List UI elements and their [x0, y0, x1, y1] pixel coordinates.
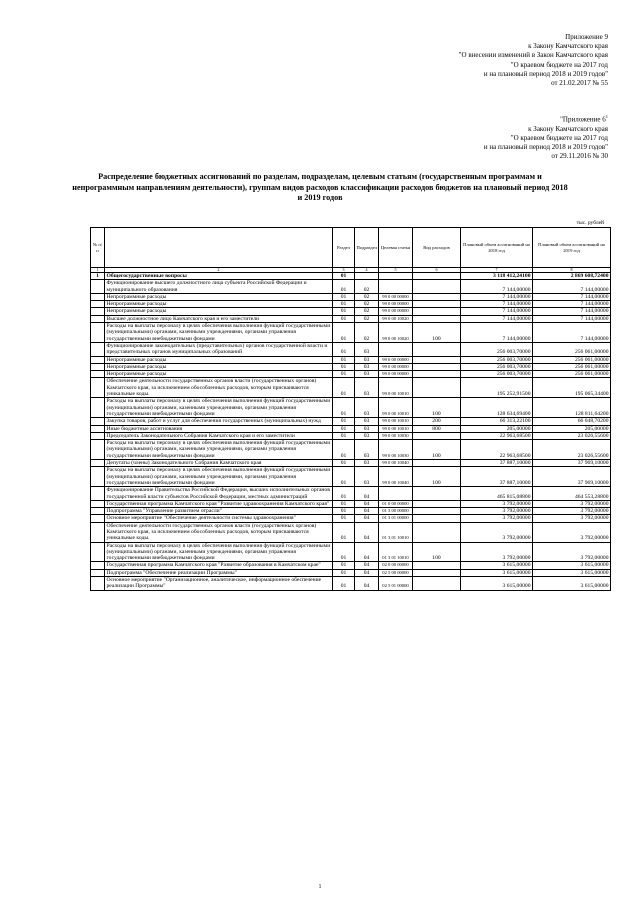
cell-expense-type — [413, 356, 461, 363]
cell-razdel: 01 — [333, 577, 355, 591]
cell-name: Обеспечение деятельности государственных органов власти (государственных органов) Камчатского края, за исключением обособленных расходов, которым присваиваются уникальные коды. — [105, 378, 333, 398]
table-row — [91, 487, 611, 501]
cell-target-article: 01 3 01 00000 — [379, 515, 413, 522]
cell-number — [91, 398, 105, 418]
cell-expense-type — [413, 371, 461, 378]
cell-podrazdel: 03 — [355, 440, 379, 460]
cell-razdel: 01 — [333, 542, 355, 562]
column-index: 4 — [355, 268, 379, 273]
table-row — [91, 342, 611, 356]
cell-number — [91, 293, 105, 300]
column-header: Раздел — [333, 228, 355, 268]
cell-target-article: 99 0 00 10010 — [379, 398, 413, 418]
cell-number — [91, 363, 105, 370]
cell-amount-2018: 205,00000 — [461, 425, 533, 432]
header-line: к Закону Камчатского края — [528, 124, 608, 133]
cell-amount-2018: 256 003,70000 — [461, 363, 533, 370]
unit-label: тыс. рублей — [576, 220, 604, 226]
table-row — [91, 280, 611, 294]
budget-table — [90, 227, 611, 591]
cell-podrazdel: 02 — [355, 308, 379, 315]
cell-expense-type — [413, 562, 461, 569]
cell-name: Расходы на выплаты персоналу в целях обеспечения выполнения функций государственными (муниципальными) органами, казенными учреждениями, органами управления государственными внебюджетными фондами — [105, 467, 333, 487]
cell-razdel: 01 — [333, 378, 355, 398]
cell-number — [91, 467, 105, 487]
cell-podrazdel: 03 — [355, 467, 379, 487]
cell-name: Государственная программа Камчатского края "Развитие образования в Камчатском крае" — [105, 562, 333, 569]
cell-amount-2019: 3 615,00000 — [533, 569, 611, 576]
table-row — [91, 515, 611, 522]
table-row — [91, 356, 611, 363]
cell-number — [91, 432, 105, 439]
cell-number — [91, 542, 105, 562]
cell-podrazdel: 02 — [355, 315, 379, 322]
cell-razdel: 01 — [333, 487, 355, 501]
cell-expense-type — [413, 522, 461, 542]
cell-target-article: 99 0 00 00000 — [379, 363, 413, 370]
cell-name: Закупка товаров, работ и услуг для обеспечения государственных (муниципальных) нужд — [105, 418, 333, 425]
cell-target-article — [379, 342, 413, 356]
cell-name: Функционирование высшего должностного лица субъекта Российской Федерации и муниципального образования — [105, 280, 333, 294]
cell-razdel: 01 — [333, 522, 355, 542]
cell-amount-2019: 7 144,00000 — [533, 293, 611, 300]
cell-target-article: 99 0 00 10030 — [379, 440, 413, 460]
cell-razdel: 01 — [333, 308, 355, 315]
table-row — [91, 577, 611, 591]
table-row — [91, 301, 611, 308]
cell-amount-2019: 3 792,00000 — [533, 542, 611, 562]
column-header: № п/п — [91, 228, 105, 268]
table-row — [91, 418, 611, 425]
cell-number — [91, 308, 105, 315]
cell-target-article: 02 5 01 00000 — [379, 577, 413, 591]
cell-expense-type — [413, 432, 461, 439]
cell-razdel: 01 — [333, 500, 355, 507]
cell-target-article: 99 0 00 10020 — [379, 315, 413, 322]
cell-razdel: 01 — [333, 301, 355, 308]
cell-podrazdel: 03 — [355, 418, 379, 425]
cell-razdel: 01 — [333, 273, 355, 280]
cell-expense-type — [413, 508, 461, 515]
cell-podrazdel: 04 — [355, 522, 379, 542]
table-row — [91, 542, 611, 562]
cell-name: Функционирование законодательных (представительных) органов государственной власти и представительных органов муниципальных образований — [105, 342, 333, 356]
table-row — [91, 378, 611, 398]
cell-amount-2019: 7 144,00000 — [533, 315, 611, 322]
cell-podrazdel: 04 — [355, 500, 379, 507]
table-row — [91, 460, 611, 467]
cell-amount-2018: 7 144,00000 — [461, 323, 533, 343]
cell-amount-2018: 7 144,00000 — [461, 293, 533, 300]
header-line: "О краевом бюджете на 2017 год — [510, 133, 608, 142]
cell-amount-2018: 7 144,00000 — [461, 308, 533, 315]
cell-target-article: 99 0 00 00000 — [379, 293, 413, 300]
cell-amount-2018: 3 792,00000 — [461, 508, 533, 515]
cell-amount-2019: 7 144,00000 — [533, 301, 611, 308]
cell-razdel: 01 — [333, 432, 355, 439]
cell-razdel: 01 — [333, 323, 355, 343]
table-row — [91, 315, 611, 322]
cell-razdel: 01 — [333, 371, 355, 378]
cell-number — [91, 378, 105, 398]
cell-expense-type: 100 — [413, 542, 461, 562]
cell-amount-2018: 7 144,00000 — [461, 315, 533, 322]
cell-target-article — [379, 273, 413, 280]
cell-number — [91, 342, 105, 356]
cell-podrazdel — [355, 273, 379, 280]
cell-number — [91, 460, 105, 467]
cell-target-article: 99 0 00 10040 — [379, 467, 413, 487]
cell-razdel: 01 — [333, 460, 355, 467]
cell-number — [91, 356, 105, 363]
cell-number — [91, 315, 105, 322]
cell-podrazdel: 04 — [355, 508, 379, 515]
cell-name: Основное мероприятие "Обеспечение деятельности системы здравоохранения" — [105, 515, 333, 522]
column-index: 7 — [461, 268, 533, 273]
cell-target-article — [379, 280, 413, 294]
column-index: 8 — [533, 268, 611, 273]
table-row — [91, 432, 611, 439]
cell-name: Непрограммные расходы — [105, 363, 333, 370]
column-header: Плановый объем ассигнований на 2019 год — [533, 228, 611, 268]
cell-amount-2018: 3 792,00000 — [461, 542, 533, 562]
cell-number — [91, 323, 105, 343]
cell-name: Иные бюджетные ассигнования — [105, 425, 333, 432]
cell-number — [91, 280, 105, 294]
column-header: Целевая статья — [379, 228, 413, 268]
table-row — [91, 363, 611, 370]
cell-number — [91, 569, 105, 576]
table-row — [91, 562, 611, 569]
cell-razdel: 01 — [333, 315, 355, 322]
cell-name: Непрограммные расходы — [105, 356, 333, 363]
cell-number — [91, 487, 105, 501]
cell-amount-2018: 22 963,68500 — [461, 432, 533, 439]
cell-amount-2018: 37 887,10000 — [461, 460, 533, 467]
appendix-header — [484, 112, 608, 161]
cell-razdel: 01 — [333, 562, 355, 569]
cell-expense-type — [413, 315, 461, 322]
cell-amount-2018: 256 003,70000 — [461, 356, 533, 363]
header-line: "О краевом бюджете на 2017 год — [510, 60, 608, 69]
header-line: от 21.02.2017 № 55 — [551, 79, 608, 88]
cell-amount-2019: 3 615,00000 — [533, 562, 611, 569]
header-line: Приложение 9 — [565, 33, 608, 41]
cell-target-article: 02 5 00 00000 — [379, 569, 413, 576]
cell-razdel: 01 — [333, 425, 355, 432]
cell-amount-2019: 128 811,64200 — [533, 398, 611, 418]
cell-target-article: 99 0 00 10040 — [379, 460, 413, 467]
cell-target-article: 99 0 00 00000 — [379, 371, 413, 378]
cell-amount-2018: 465 815,08800 — [461, 487, 533, 501]
cell-expense-type — [413, 273, 461, 280]
cell-amount-2019: 3 615,00000 — [533, 577, 611, 591]
cell-expense-type — [413, 301, 461, 308]
cell-expense-type: 200 — [413, 418, 461, 425]
cell-name: Непрограммные расходы — [105, 371, 333, 378]
cell-target-article: 02 0 00 00000 — [379, 562, 413, 569]
cell-name: Расходы на выплаты персоналу в целях обеспечения выполнения функций государственными (муниципальными) органами, казенными учреждениями, органами управления государственными внебюджетными фондами — [105, 398, 333, 418]
cell-amount-2018: 3 615,00000 — [461, 562, 533, 569]
cell-amount-2018: 3 792,00000 — [461, 500, 533, 507]
cell-target-article: 99 0 00 10010 — [379, 425, 413, 432]
cell-number — [91, 301, 105, 308]
cell-razdel: 01 — [333, 508, 355, 515]
cell-expense-type: 800 — [413, 425, 461, 432]
cell-podrazdel: 03 — [355, 460, 379, 467]
cell-amount-2018: 66 313,22100 — [461, 418, 533, 425]
cell-amount-2018: 22 963,68500 — [461, 440, 533, 460]
cell-razdel: 01 — [333, 293, 355, 300]
table-row — [91, 440, 611, 460]
cell-podrazdel: 03 — [355, 342, 379, 356]
table-row — [91, 425, 611, 432]
cell-podrazdel: 02 — [355, 301, 379, 308]
cell-podrazdel: 04 — [355, 515, 379, 522]
cell-name: Депутаты (члены) Законодательного Собрания Камчатского края — [105, 460, 333, 467]
cell-podrazdel: 02 — [355, 280, 379, 294]
column-index: 1 — [91, 268, 105, 273]
cell-podrazdel: 04 — [355, 542, 379, 562]
header-line: "О внесении изменений в Закон Камчатского края — [458, 51, 608, 60]
column-header: Плановый объем ассигнований на 2018 год — [461, 228, 533, 268]
header-line: и на плановый период 2018 и 2019 годов" — [483, 142, 608, 151]
cell-amount-2019: 23 026,55600 — [533, 440, 611, 460]
cell-amount-2019: 3 792,00000 — [533, 515, 611, 522]
cell-target-article — [379, 487, 413, 501]
cell-razdel: 01 — [333, 363, 355, 370]
cell-expense-type — [413, 308, 461, 315]
cell-razdel: 01 — [333, 280, 355, 294]
cell-expense-type — [413, 460, 461, 467]
table-row — [91, 522, 611, 542]
cell-amount-2018: 7 144,00000 — [461, 301, 533, 308]
cell-podrazdel: 04 — [355, 487, 379, 501]
cell-name: Подпрограмма "Обеспечение реализации Программы" — [105, 569, 333, 576]
cell-number — [91, 418, 105, 425]
cell-name: Непрограммные расходы — [105, 301, 333, 308]
table-row — [91, 569, 611, 576]
cell-expense-type — [413, 569, 461, 576]
cell-expense-type — [413, 342, 461, 356]
cell-number — [91, 425, 105, 432]
cell-amount-2019: 7 144,00000 — [533, 308, 611, 315]
table-row — [91, 293, 611, 300]
cell-amount-2019: 37 969,10000 — [533, 467, 611, 487]
cell-number — [91, 500, 105, 507]
cell-podrazdel: 04 — [355, 569, 379, 576]
cell-number — [91, 562, 105, 569]
cell-name: Подпрограмма "Управление развитием отрасли" — [105, 508, 333, 515]
header-line: от 29.11.2016 № 30 — [551, 152, 608, 161]
cell-amount-2019: 256 061,00000 — [533, 371, 611, 378]
cell-razdel: 01 — [333, 342, 355, 356]
cell-expense-type — [413, 577, 461, 591]
cell-podrazdel: 04 — [355, 577, 379, 591]
cell-expense-type — [413, 363, 461, 370]
cell-amount-2018: 256 003,70000 — [461, 342, 533, 356]
cell-target-article: 01 3 01 10010 — [379, 542, 413, 562]
cell-podrazdel: 03 — [355, 398, 379, 418]
cell-razdel: 01 — [333, 356, 355, 363]
cell-target-article: 99 0 00 00000 — [379, 301, 413, 308]
cell-podrazdel: 02 — [355, 293, 379, 300]
cell-razdel: 01 — [333, 515, 355, 522]
cell-amount-2019: 3 792,00000 — [533, 508, 611, 515]
cell-podrazdel: 02 — [355, 323, 379, 343]
cell-amount-2019: 256 061,00000 — [533, 363, 611, 370]
cell-expense-type — [413, 280, 461, 294]
cell-podrazdel: 03 — [355, 425, 379, 432]
cell-podrazdel: 03 — [355, 356, 379, 363]
header-line: и на плановый период 2018 и 2019 годов" — [483, 69, 608, 78]
cell-expense-type: 100 — [413, 323, 461, 343]
table-row — [91, 308, 611, 315]
cell-target-article: 01 3 00 00000 — [379, 508, 413, 515]
cell-amount-2018: 3 118 412,24100 — [461, 273, 533, 280]
cell-name: Председатель Законодательного Собрания Камчатского края и его заместители — [105, 432, 333, 439]
cell-name: Функционирование Правительства Российской Федерации, высших исполнительных органов государственной власти субъектов Российской Федерации, местных администраций — [105, 487, 333, 501]
cell-amount-2019: 7 144,00000 — [533, 280, 611, 294]
cell-amount-2019: 23 026,55600 — [533, 432, 611, 439]
cell-name: Непрограммные расходы — [105, 308, 333, 315]
cell-number — [91, 440, 105, 460]
cell-target-article: 99 0 00 10030 — [379, 432, 413, 439]
column-index: 5 — [379, 268, 413, 273]
cell-amount-2018: 256 003,70000 — [461, 371, 533, 378]
cell-number — [91, 522, 105, 542]
cell-razdel: 01 — [333, 467, 355, 487]
column-header: Вид расходов — [413, 228, 461, 268]
cell-name: Обеспечение деятельности государственных органов власти (государственных органов) Камчатского края, за исключением обособленных расходов, которым присваиваются уникальные коды. — [105, 522, 333, 542]
cell-amount-2019: 256 061,00000 — [533, 356, 611, 363]
cell-amount-2019: 464 553,28800 — [533, 487, 611, 501]
cell-podrazdel: 03 — [355, 432, 379, 439]
cell-name: Государственная программа Камчатского края "Развитие здравоохранения Камчатского края" — [105, 500, 333, 507]
column-index: 2 — [105, 268, 333, 273]
table-header-row — [91, 228, 611, 268]
cell-number: 1 — [91, 273, 105, 280]
cell-name: Общегосударственные вопросы — [105, 273, 333, 280]
cell-amount-2018: 3 615,00000 — [461, 569, 533, 576]
table-row — [91, 371, 611, 378]
cell-name: Основное мероприятие "Организационное, аналитическое, информационное обеспечение реализации Программы" — [105, 577, 333, 591]
cell-target-article: 99 0 00 10010 — [379, 418, 413, 425]
cell-amount-2018: 128 634,69400 — [461, 398, 533, 418]
cell-target-article: 99 0 00 00000 — [379, 308, 413, 315]
cell-expense-type — [413, 487, 461, 501]
column-index: 3 — [333, 268, 355, 273]
cell-target-article: 01 3 01 10010 — [379, 522, 413, 542]
cell-amount-2018: 7 144,00000 — [461, 280, 533, 294]
cell-name: Расходы на выплаты персоналу в целях обеспечения выполнения функций государственными (муниципальными) органами, казенными учреждениями, органами управления государственными внебюджетными фондами — [105, 323, 333, 343]
page-number: 1 — [318, 884, 322, 890]
cell-expense-type: 100 — [413, 440, 461, 460]
header-line: к Закону Камчатского края — [528, 42, 608, 51]
cell-target-article: 99 0 00 10010 — [379, 378, 413, 398]
cell-podrazdel: 03 — [355, 378, 379, 398]
document-title: Распределение бюджетных ассигнований по разделам, подразделам, целевым статьям (государственным программам и непрограммным направлениям деятельности), группам видов расходов классификации расходов бюджетов на плановый период 2018 и 2019 годов — [72, 172, 568, 202]
table-row — [91, 273, 611, 280]
cell-amount-2019: 256 061,00000 — [533, 342, 611, 356]
cell-podrazdel: 03 — [355, 363, 379, 370]
cell-amount-2019: 66 048,70200 — [533, 418, 611, 425]
cell-expense-type — [413, 515, 461, 522]
cell-amount-2018: 3 615,00000 — [461, 577, 533, 591]
cell-expense-type — [413, 293, 461, 300]
cell-target-article: 01 0 00 00000 — [379, 500, 413, 507]
cell-podrazdel: 03 — [355, 371, 379, 378]
cell-name: Расходы на выплаты персоналу в целях обеспечения выполнения функций государственными (муниципальными) органами, казенными учреждениями, органами управления государственными внебюджетными фондами — [105, 440, 333, 460]
cell-razdel: 01 — [333, 569, 355, 576]
table-row — [91, 500, 611, 507]
column-header — [105, 228, 333, 268]
cell-amount-2019: 7 144,00000 — [533, 323, 611, 343]
table-body — [91, 273, 611, 591]
header-line: "Приложение $6^1$ — [560, 114, 608, 124]
cell-amount-2019: 3 792,00000 — [533, 522, 611, 542]
cell-amount-2018: 3 792,00000 — [461, 522, 533, 542]
table-row — [91, 323, 611, 343]
cell-expense-type: 100 — [413, 467, 461, 487]
cell-target-article: 99 0 00 00000 — [379, 356, 413, 363]
cell-razdel: 01 — [333, 398, 355, 418]
cell-amount-2018: 195 252,91500 — [461, 378, 533, 398]
cell-amount-2019: 2 869 608,72400 — [533, 273, 611, 280]
cell-number — [91, 515, 105, 522]
cell-number — [91, 577, 105, 591]
table-row — [91, 467, 611, 487]
cell-target-article: 99 0 00 10020 — [379, 323, 413, 343]
cell-razdel: 01 — [333, 440, 355, 460]
cell-amount-2019: 37 969,10000 — [533, 460, 611, 467]
cell-amount-2018: 3 792,00000 — [461, 515, 533, 522]
table-row — [91, 508, 611, 515]
amendment-header — [459, 33, 608, 88]
column-index: 6 — [413, 268, 461, 273]
cell-name: Расходы на выплаты персоналу в целях обеспечения выполнения функций государственными (муниципальными) органами, казенными учреждениями, органами управления государственными внебюджетными фондами — [105, 542, 333, 562]
cell-amount-2019: 195 065,34400 — [533, 378, 611, 398]
cell-razdel: 01 — [333, 418, 355, 425]
cell-expense-type — [413, 500, 461, 507]
cell-name: Непрограммные расходы — [105, 293, 333, 300]
cell-number — [91, 508, 105, 515]
cell-amount-2019: 205,00000 — [533, 425, 611, 432]
column-header: Подраздел — [355, 228, 379, 268]
cell-expense-type — [413, 378, 461, 398]
table-row — [91, 398, 611, 418]
cell-number — [91, 371, 105, 378]
cell-amount-2018: 37 887,10000 — [461, 467, 533, 487]
cell-expense-type: 100 — [413, 398, 461, 418]
cell-podrazdel: 04 — [355, 562, 379, 569]
cell-amount-2019: 3 792,00000 — [533, 500, 611, 507]
cell-name: Высшее должностное лицо Камчатского края и его заместители — [105, 315, 333, 322]
